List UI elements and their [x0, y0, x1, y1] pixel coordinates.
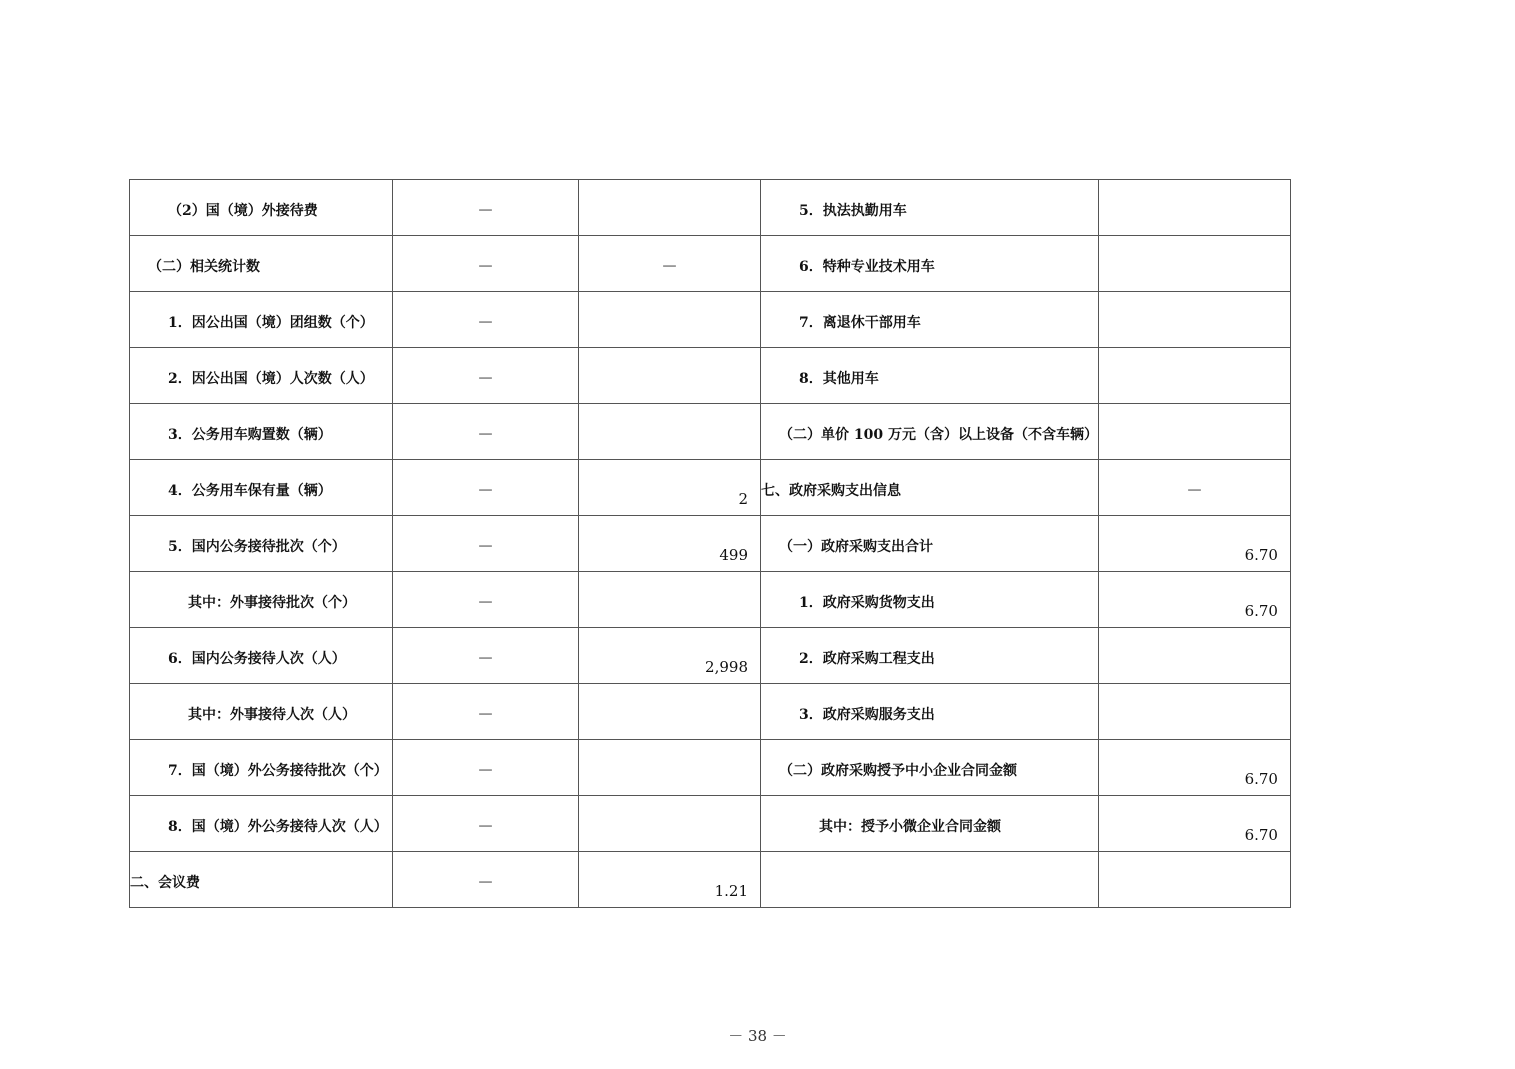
value-cell [579, 572, 761, 628]
dash-value: — [478, 538, 493, 554]
dash-cell [393, 684, 579, 740]
table-row [130, 684, 1291, 740]
item-label-cell [130, 516, 393, 572]
value: 6.70 [1244, 770, 1278, 788]
dash-cell [393, 572, 579, 628]
item-label-cell [130, 460, 393, 516]
item-label: （二）单价 100 万元（含）以上设备（不含车辆） [779, 427, 1098, 443]
value-cell [1098, 516, 1290, 572]
value-cell [1098, 684, 1290, 740]
value-cell [579, 404, 761, 460]
dash-value: — [478, 482, 493, 498]
item-label-cell [130, 796, 393, 852]
dash-cell [393, 404, 579, 460]
item-label-cell [761, 740, 1099, 796]
dash-value: — [478, 874, 493, 890]
dash-value: — [478, 706, 493, 722]
item-label-cell [761, 180, 1099, 236]
value-cell [1098, 236, 1290, 292]
dash-cell [393, 516, 579, 572]
item-label: 1．因公出国（境）团组数（个） [168, 315, 374, 331]
page-number: － 38 － [728, 1027, 787, 1045]
item-label [761, 852, 1098, 872]
item-label: （2）国（境）外接待费 [168, 203, 318, 219]
item-label: 4．公务用车保有量（辆） [168, 483, 332, 499]
item-label: （二）政府采购授予中小企业合同金额 [779, 763, 1017, 779]
item-label: 七、政府采购支出信息 [761, 483, 901, 499]
item-label: 6．国内公务接待人次（人） [168, 651, 346, 667]
item-label-cell [130, 292, 393, 348]
item-label-cell [130, 236, 393, 292]
table-row [130, 516, 1291, 572]
item-label-cell [130, 740, 393, 796]
item-label: 二、会议费 [130, 875, 200, 891]
value-cell [1098, 628, 1290, 684]
item-label-cell [761, 852, 1099, 908]
dash-value: — [478, 818, 493, 834]
value-cell [579, 852, 761, 908]
table-row [130, 180, 1291, 236]
dash-cell [393, 796, 579, 852]
item-label: 其中：外事接待批次（个） [188, 595, 356, 611]
table-row [130, 796, 1291, 852]
dash-cell [1098, 460, 1290, 516]
dash-cell [393, 236, 579, 292]
value-cell [579, 292, 761, 348]
item-label-cell [761, 460, 1099, 516]
dash-cell [393, 292, 579, 348]
dash-cell [393, 852, 579, 908]
dash-value: — [478, 370, 493, 386]
dash-value: — [478, 202, 493, 218]
dash-cell [393, 180, 579, 236]
table-row [130, 404, 1291, 460]
value-cell [579, 460, 761, 516]
value: 1.21 [714, 882, 748, 900]
value-cell [1098, 404, 1290, 460]
value: 6.70 [1244, 546, 1278, 564]
value-cell [579, 180, 761, 236]
item-label-cell [761, 684, 1099, 740]
item-label-cell [761, 348, 1099, 404]
value-cell [1098, 852, 1290, 908]
item-label-cell [761, 516, 1099, 572]
item-label-cell [130, 404, 393, 460]
item-label-cell [130, 684, 393, 740]
dash-value: — [478, 650, 493, 666]
value-cell [579, 740, 761, 796]
table-row [130, 852, 1291, 908]
value: 6.70 [1244, 602, 1278, 620]
item-label-cell [761, 404, 1099, 460]
item-label-cell [761, 796, 1099, 852]
item-label-cell [130, 572, 393, 628]
value-cell [579, 684, 761, 740]
dash-value: — [1187, 482, 1202, 498]
item-label: 2．政府采购工程支出 [799, 651, 935, 667]
item-label: 5．国内公务接待批次（个） [168, 539, 346, 555]
item-label: （二）相关统计数 [148, 259, 260, 275]
item-label: 5．执法执勤用车 [799, 203, 907, 219]
item-label: 2．因公出国（境）人次数（人） [168, 371, 374, 387]
table-row [130, 292, 1291, 348]
item-label: 其中：外事接待人次（人） [188, 707, 356, 723]
value-cell [1098, 180, 1290, 236]
item-label-cell [761, 236, 1099, 292]
item-label: 8．其他用车 [799, 371, 879, 387]
dash-cell [393, 628, 579, 684]
value: 2 [738, 490, 748, 508]
item-label-cell [130, 180, 393, 236]
value-cell [1098, 348, 1290, 404]
value-cell [1098, 292, 1290, 348]
item-label: （一）政府采购支出合计 [779, 539, 933, 555]
table-row [130, 460, 1291, 516]
dash-cell [579, 236, 761, 292]
item-label: 7．国（境）外公务接待批次（个） [168, 763, 388, 779]
dash-value: — [478, 258, 493, 274]
item-label-cell [761, 572, 1099, 628]
dash-cell [393, 460, 579, 516]
dash-cell [393, 348, 579, 404]
item-label-cell [761, 628, 1099, 684]
dash-value: — [478, 314, 493, 330]
dash-value: — [662, 258, 677, 274]
dash-value: — [478, 426, 493, 442]
dash-cell [393, 740, 579, 796]
item-label-cell [130, 348, 393, 404]
table-row [130, 236, 1291, 292]
report-table [129, 179, 1291, 908]
dash-value: — [478, 762, 493, 778]
value-cell [1098, 796, 1290, 852]
item-label: 8．国（境）外公务接待人次（人） [168, 819, 388, 835]
value-cell [579, 516, 761, 572]
item-label: 3．政府采购服务支出 [799, 707, 935, 723]
value-cell [1098, 572, 1290, 628]
item-label-cell [130, 628, 393, 684]
value: 499 [719, 546, 748, 564]
item-label-cell [761, 292, 1099, 348]
value-cell [579, 348, 761, 404]
item-label: 7．离退休干部用车 [799, 315, 921, 331]
dash-value: — [478, 594, 493, 610]
table-row [130, 348, 1291, 404]
item-label: 1．政府采购货物支出 [799, 595, 935, 611]
table-row [130, 628, 1291, 684]
table-row [130, 572, 1291, 628]
item-label: 3．公务用车购置数（辆） [168, 427, 332, 443]
table-row [130, 740, 1291, 796]
value: 2,998 [705, 658, 748, 676]
value: 6.70 [1244, 826, 1278, 844]
value-cell [579, 796, 761, 852]
value-cell [579, 628, 761, 684]
item-label: 6．特种专业技术用车 [799, 259, 935, 275]
item-label: 其中：授予小微企业合同金额 [819, 819, 1001, 835]
value-cell [1098, 740, 1290, 796]
item-label-cell [130, 852, 393, 908]
